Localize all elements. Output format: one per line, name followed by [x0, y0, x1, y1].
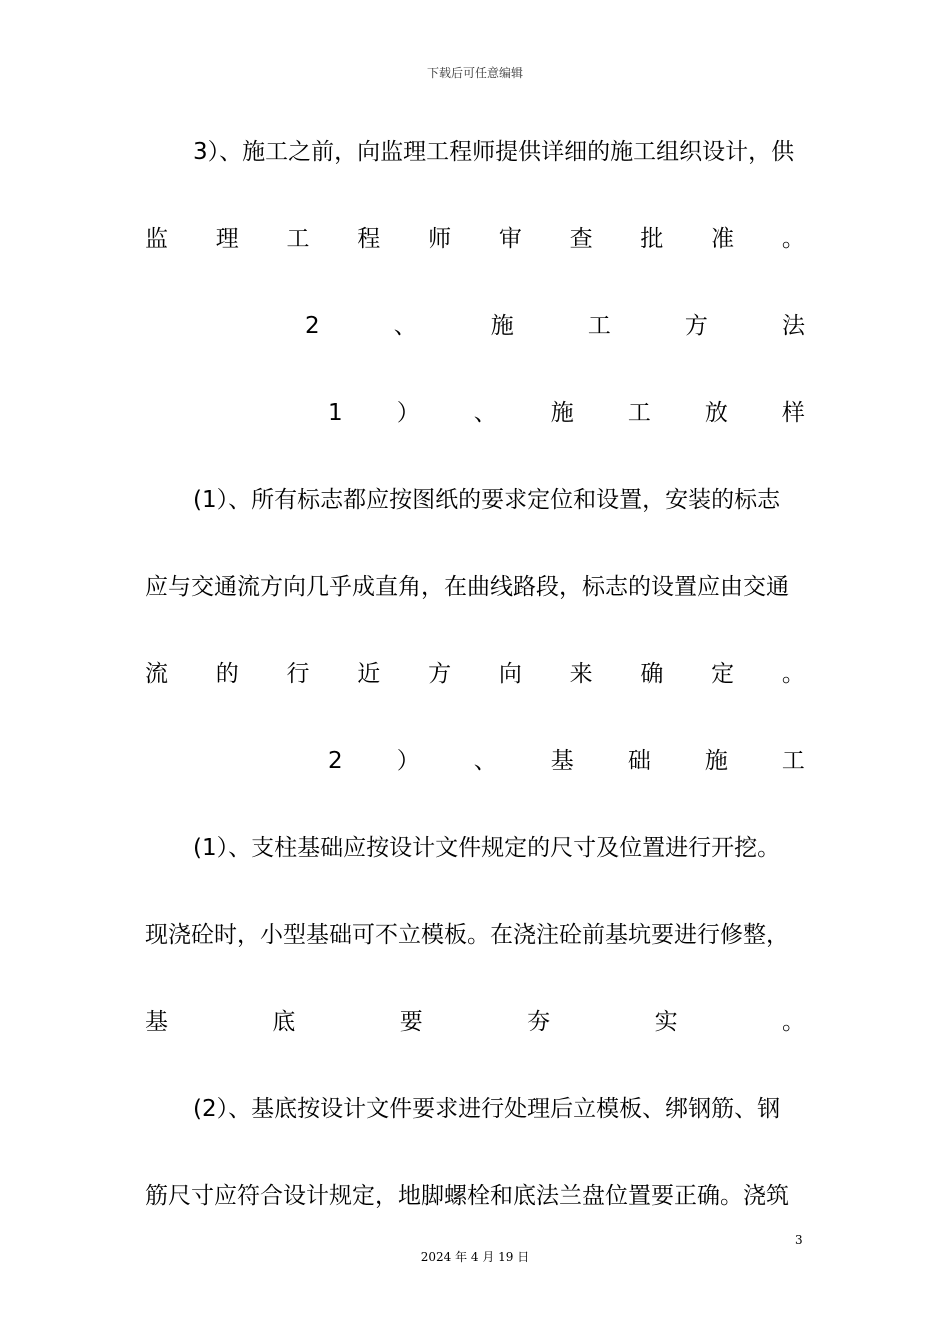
- char: 要: [399, 1009, 423, 1035]
- char: 监: [145, 226, 168, 252]
- paragraph-line: 现浇砼时，小型基础可不立模板。在浇注砼前基坑要进行修整，: [145, 922, 789, 948]
- char: 样: [781, 400, 805, 426]
- page-header: 下载后可任意编辑: [426, 66, 523, 80]
- char: 行: [286, 661, 310, 687]
- char: 的: [215, 661, 239, 687]
- paragraph-line: (1）、所有标志都应按图纸的要求定位和设置，安装的标志: [193, 487, 781, 513]
- char: 法: [781, 313, 805, 339]
- char: 批: [640, 226, 664, 252]
- char: 、: [473, 400, 497, 426]
- char: 基: [145, 1009, 168, 1035]
- char: 2: [328, 748, 343, 774]
- char: 施: [704, 748, 728, 774]
- paragraph-line: 筋尺寸应符合设计规定，地脚螺栓和底法兰盘位置要正确。浇筑: [145, 1183, 789, 1209]
- char: 2: [305, 313, 320, 339]
- char: 础: [627, 748, 651, 774]
- char: 向: [498, 661, 522, 687]
- char: 、: [473, 748, 497, 774]
- paragraph-line: (2）、基底按设计文件要求进行处理后立模板、绑钢筋、钢: [193, 1096, 781, 1122]
- char: 审: [498, 226, 522, 252]
- char: 工: [781, 748, 805, 774]
- paragraph-line-spaced: [145, 656, 805, 692]
- paragraph-line: 应与交通流方向几乎成直角，在曲线路段，标志的设置应由交通: [145, 574, 789, 600]
- char: 查: [569, 226, 593, 252]
- char: ）: [396, 748, 420, 774]
- char: 师: [428, 226, 452, 252]
- char: 理: [215, 226, 239, 252]
- char: ）: [396, 400, 420, 426]
- char: 来: [569, 661, 593, 687]
- subsection-heading: [145, 395, 805, 431]
- char: 施: [490, 313, 514, 339]
- char: 。: [781, 1009, 805, 1035]
- char: 工: [627, 400, 651, 426]
- paragraph-line: 3）、施工之前，向监理工程师提供详细的施工组织设计，供: [193, 139, 795, 165]
- char: 确: [640, 661, 664, 687]
- paragraph-line-spaced: [145, 221, 805, 257]
- paragraph-line-spaced: [145, 1004, 805, 1040]
- subsection-heading: [145, 743, 805, 779]
- char: 近: [357, 661, 381, 687]
- char: 方: [428, 661, 452, 687]
- char: 工: [587, 313, 611, 339]
- char: 流: [145, 661, 168, 687]
- section-heading: [145, 308, 805, 344]
- char: 定: [711, 661, 735, 687]
- page-number: 3: [795, 1233, 803, 1247]
- char: 放: [704, 400, 728, 426]
- char: 施: [550, 400, 574, 426]
- char: 1: [328, 400, 343, 426]
- char: 底: [272, 1009, 296, 1035]
- char: 。: [781, 226, 805, 252]
- char: 基: [550, 748, 574, 774]
- char: 方: [684, 313, 708, 339]
- char: 准: [711, 226, 735, 252]
- paragraph-line: (1）、支柱基础应按设计文件规定的尺寸及位置进行开挖。: [193, 835, 781, 861]
- char: 实: [654, 1009, 678, 1035]
- char: 程: [357, 226, 381, 252]
- char: 。: [781, 661, 805, 687]
- char: 夯: [527, 1009, 551, 1035]
- page-footer-date: 2024 年 4 月 19 日: [420, 1250, 530, 1264]
- char: 工: [286, 226, 310, 252]
- char: 、: [393, 313, 417, 339]
